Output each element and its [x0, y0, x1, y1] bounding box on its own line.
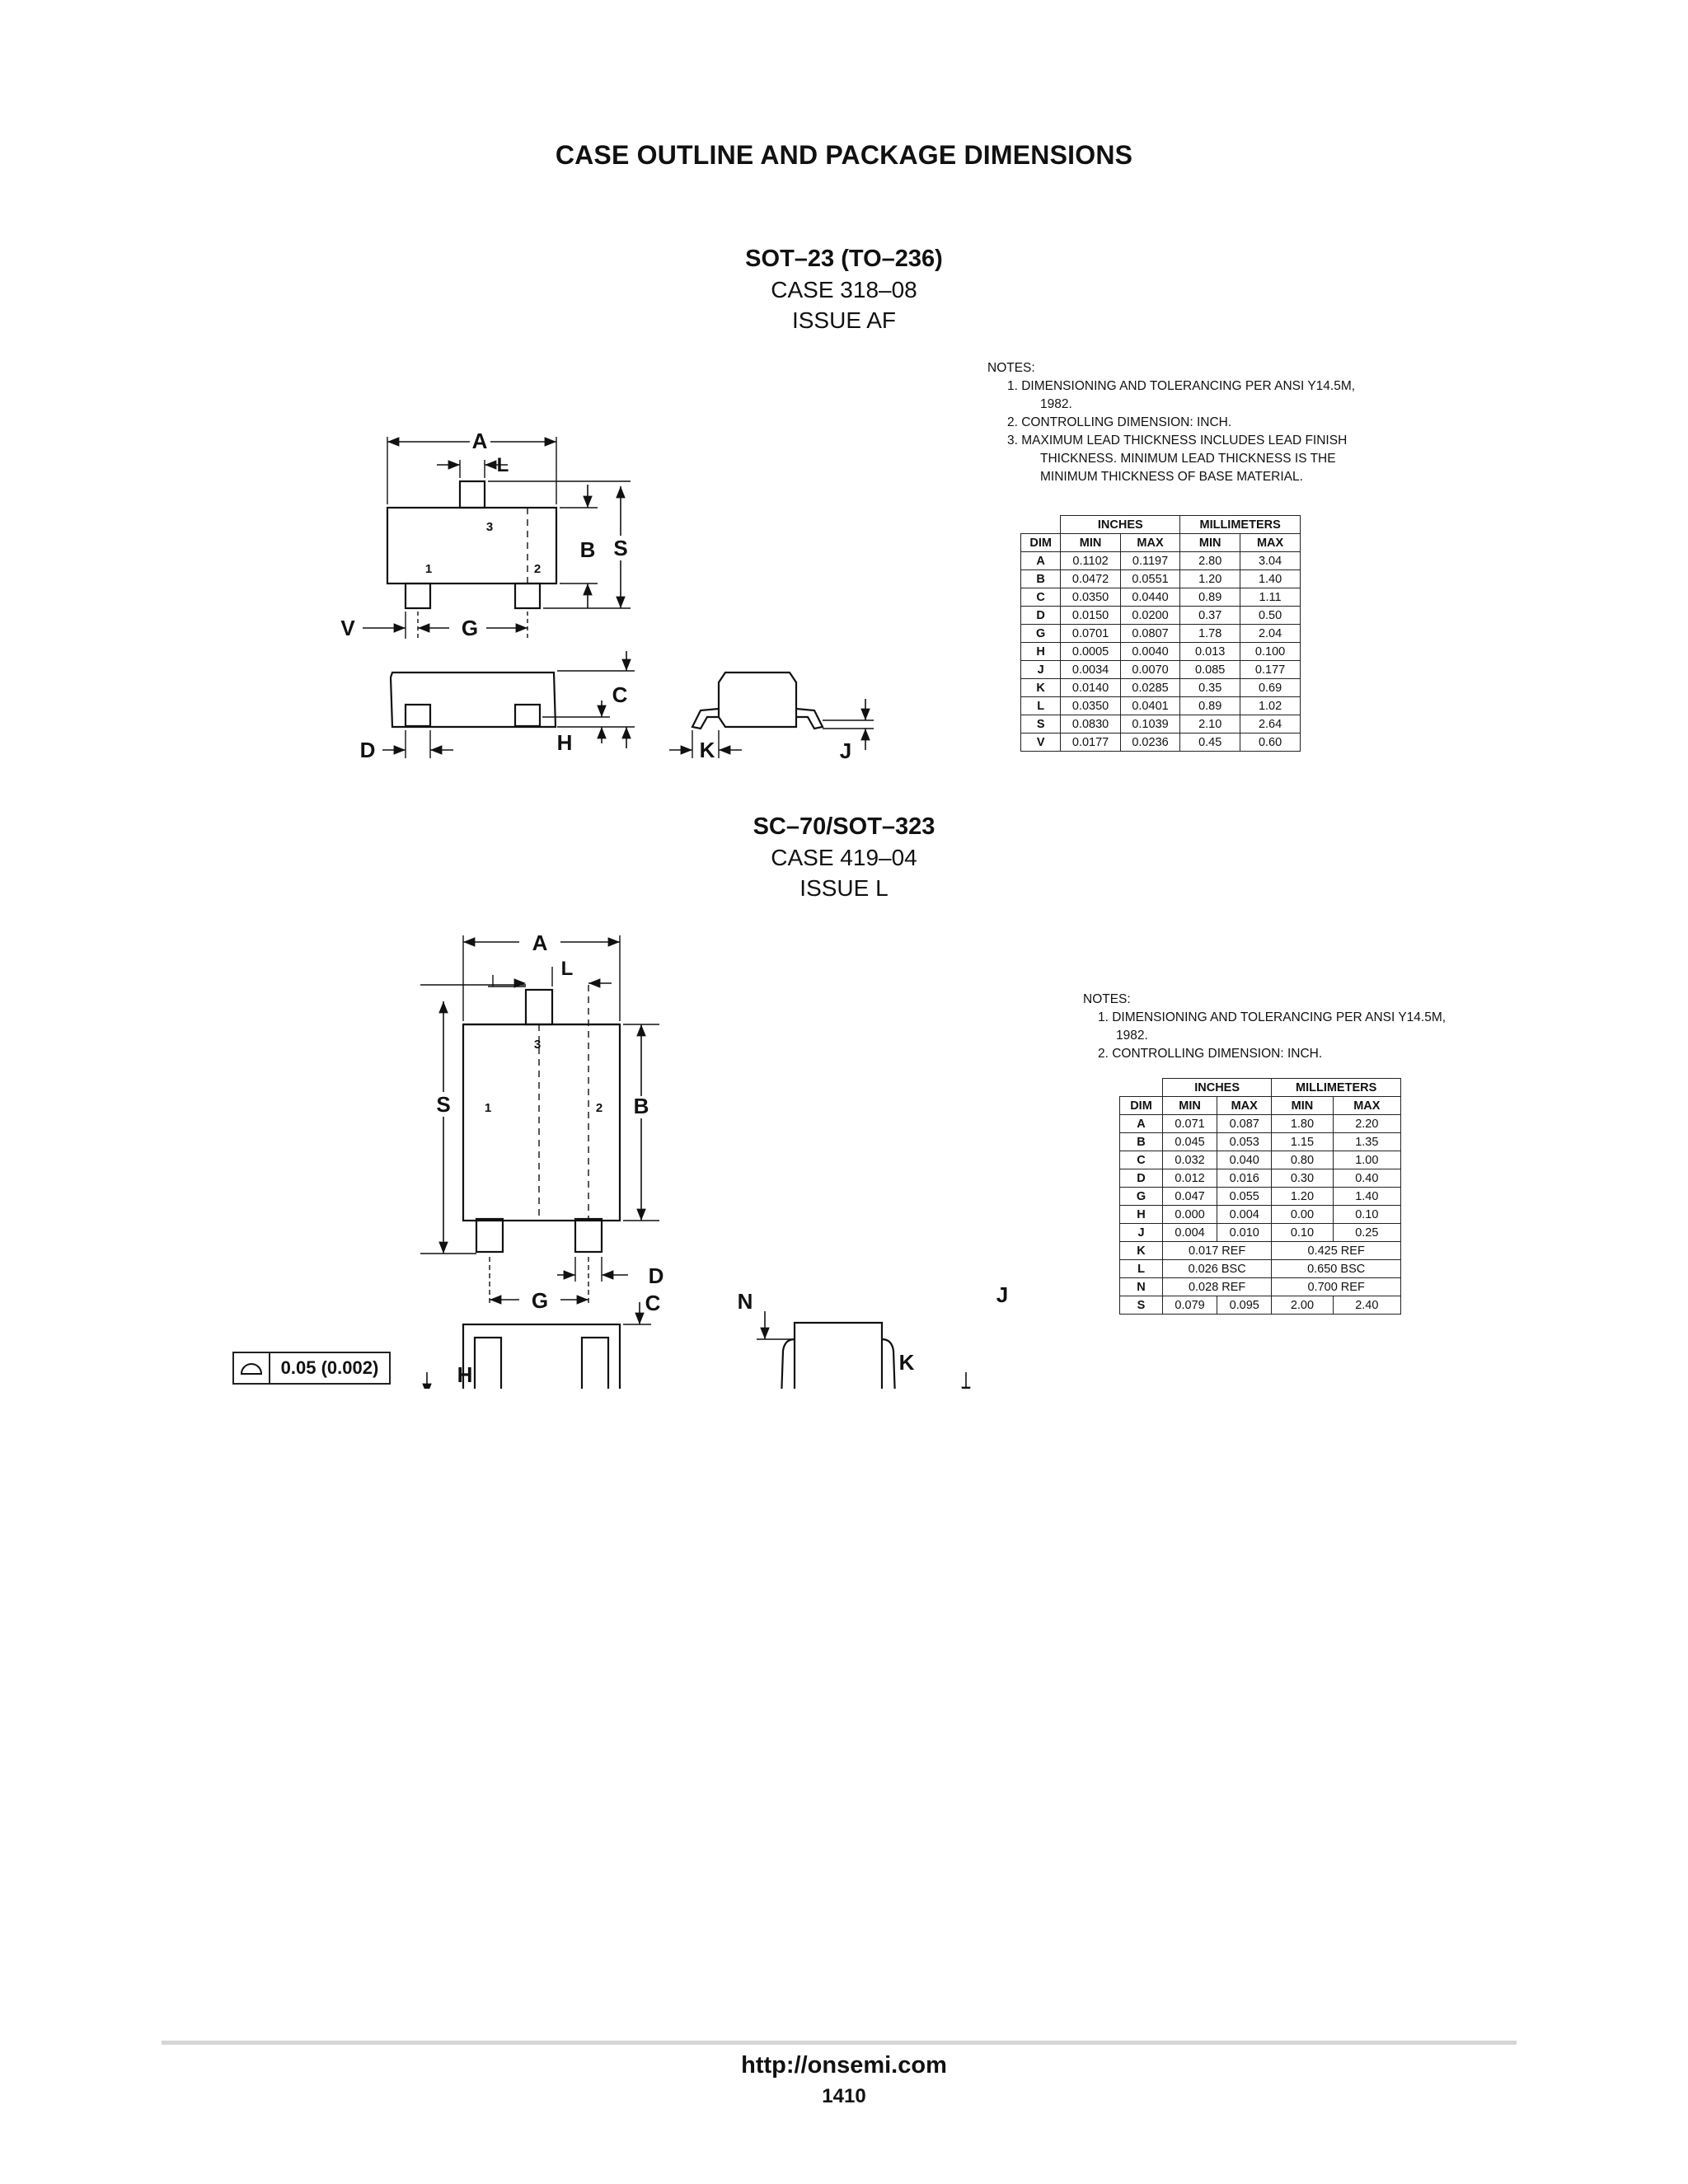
inches-header: INCHES	[1061, 516, 1180, 534]
dim-cell: C	[1120, 1151, 1163, 1169]
dim-cell: D	[1021, 607, 1061, 625]
dim-cell: C	[1021, 588, 1061, 607]
page-title: CASE OUTLINE AND PACKAGE DIMENSIONS	[555, 140, 1133, 170]
value-cell: 0.45	[1180, 733, 1240, 752]
dim-cell: D	[1120, 1169, 1163, 1188]
table-row	[1120, 1133, 1401, 1151]
value-cell: 0.095	[1217, 1296, 1272, 1315]
dim-label-b: B	[579, 537, 596, 562]
sot23-dimension-table	[1020, 515, 1301, 752]
value-cell: 0.017 REF	[1162, 1242, 1271, 1260]
dim-cell: G	[1120, 1188, 1163, 1206]
value-cell: 0.0285	[1120, 679, 1179, 697]
value-cell: 0.004	[1217, 1206, 1272, 1224]
table-row	[1021, 661, 1301, 679]
millimeters-header: MILLIMETERS	[1272, 1079, 1401, 1097]
value-cell: 0.016	[1217, 1169, 1272, 1188]
sot23-note-3: 3. MAXIMUM LEAD THICKNESS INCLUDES LEAD FINISH THICKNESS. MINIMUM LEAD THICKNESS IS THE MINIMUM THICKNESS OF BASE MATERIAL.	[1007, 434, 1348, 484]
sc70-note-2: 2. CONTROLLING DIMENSION: INCH.	[1098, 1047, 1323, 1061]
table-row	[1120, 1296, 1401, 1315]
dim-cell: S	[1021, 715, 1061, 733]
value-cell: 2.80	[1180, 552, 1240, 570]
value-cell: 0.0150	[1061, 607, 1120, 625]
dim-header: DIM	[1021, 534, 1061, 552]
sc70-notes	[1083, 991, 1479, 1063]
value-cell: 1.40	[1240, 570, 1301, 588]
dim-cell: L	[1120, 1260, 1163, 1278]
table-row	[1120, 1278, 1401, 1296]
dim-header: DIM	[1120, 1097, 1163, 1115]
value-cell: 1.00	[1333, 1151, 1400, 1169]
value-cell: 0.10	[1272, 1224, 1333, 1242]
inches-header: INCHES	[1162, 1079, 1271, 1097]
dim-cell: A	[1021, 552, 1061, 570]
pin-1-label: 1	[424, 562, 433, 576]
value-cell: 0.047	[1162, 1188, 1217, 1206]
sc70-dimension-table	[1119, 1078, 1401, 1315]
sot23-side-lead-2	[515, 705, 540, 726]
value-cell: 0.35	[1180, 679, 1240, 697]
value-cell: 1.02	[1240, 697, 1301, 715]
value-cell: 1.78	[1180, 625, 1240, 643]
dim-cell: J	[1021, 661, 1061, 679]
dim-cell: K	[1120, 1242, 1163, 1260]
dim-label-d: D	[359, 738, 376, 762]
value-cell: 2.20	[1333, 1115, 1400, 1133]
profile-of-surface-icon	[234, 1353, 270, 1383]
sot23-notes	[987, 359, 1358, 486]
table-row	[1021, 552, 1301, 570]
value-cell: 0.37	[1180, 607, 1240, 625]
value-cell: 0.0701	[1061, 625, 1120, 643]
value-cell: 0.004	[1162, 1224, 1217, 1242]
dim-label-b: B	[633, 1094, 649, 1118]
dim-cell: B	[1120, 1133, 1163, 1151]
dim-cell: K	[1021, 679, 1061, 697]
table-row	[1120, 1206, 1401, 1224]
min-header: MIN	[1180, 534, 1240, 552]
value-cell: 2.64	[1240, 715, 1301, 733]
dim-label-l: L	[496, 454, 509, 476]
table-row	[1021, 625, 1301, 643]
value-cell: 0.80	[1272, 1151, 1333, 1169]
value-cell: 0.100	[1240, 643, 1301, 661]
value-cell: 0.0005	[1061, 643, 1120, 661]
value-cell: 0.053	[1217, 1133, 1272, 1151]
dim-label-d: D	[648, 1263, 664, 1288]
value-cell: 0.079	[1162, 1296, 1217, 1315]
dim-label-c: C	[612, 682, 628, 707]
value-cell: 2.40	[1333, 1296, 1400, 1315]
flatness-tolerance-frame	[232, 1352, 391, 1385]
min-header: MIN	[1162, 1097, 1217, 1115]
value-cell: 0.012	[1162, 1169, 1217, 1188]
value-cell: 0.0472	[1061, 570, 1120, 588]
table-row	[1021, 570, 1301, 588]
value-cell: 1.40	[1333, 1188, 1400, 1206]
dim-label-j: J	[839, 738, 852, 763]
sot23-case: CASE 318–08	[771, 277, 917, 302]
sc70-note-1: 1. DIMENSIONING AND TOLERANCING PER ANSI Y14.5M, 1982.	[1098, 1010, 1447, 1043]
sot23-header	[0, 244, 1688, 335]
value-cell: 0.425 REF	[1272, 1242, 1401, 1260]
sc70-issue: ISSUE L	[799, 875, 889, 901]
value-cell: 0.000	[1162, 1206, 1217, 1224]
value-cell: 0.60	[1240, 733, 1301, 752]
value-cell: 0.1102	[1061, 552, 1120, 570]
dim-label-h: H	[457, 1362, 473, 1387]
value-cell: 0.040	[1217, 1151, 1272, 1169]
sot23-name: SOT–23 (TO–236)	[745, 246, 943, 272]
value-cell: 0.0401	[1120, 697, 1179, 715]
dim-label-c: C	[645, 1291, 661, 1315]
pin-3-label: 3	[533, 1038, 542, 1052]
value-cell: 1.20	[1272, 1188, 1333, 1206]
sot23-lead-1	[406, 583, 430, 608]
sc70-case: CASE 419–04	[771, 845, 917, 870]
value-cell: 0.0830	[1061, 715, 1120, 733]
dim-label-a: A	[471, 429, 488, 453]
value-cell: 2.04	[1240, 625, 1301, 643]
sot23-issue: ISSUE AF	[791, 307, 897, 333]
max-header: MAX	[1240, 534, 1301, 552]
value-cell: 0.026 BSC	[1162, 1260, 1271, 1278]
value-cell: 0.40	[1333, 1169, 1400, 1188]
value-cell: 0.0070	[1120, 661, 1179, 679]
value-cell: 3.04	[1240, 552, 1301, 570]
value-cell: 0.045	[1162, 1133, 1217, 1151]
value-cell: 0.0807	[1120, 625, 1179, 643]
dim-cell: B	[1021, 570, 1061, 588]
sot23-body-end	[719, 673, 796, 727]
value-cell: 0.00	[1272, 1206, 1333, 1224]
sot23-side-lead-1	[406, 705, 430, 726]
value-cell: 0.0040	[1120, 643, 1179, 661]
value-cell: 0.0034	[1061, 661, 1120, 679]
table-row	[1120, 1242, 1401, 1260]
sot23-body-top	[387, 508, 556, 583]
table-row	[1021, 733, 1301, 752]
table-row	[1021, 607, 1301, 625]
value-cell: 1.20	[1180, 570, 1240, 588]
max-header: MAX	[1217, 1097, 1272, 1115]
table-row	[1120, 1169, 1401, 1188]
value-cell: 0.087	[1217, 1115, 1272, 1133]
sot23-note-1: 1. DIMENSIONING AND TOLERANCING PER ANSI Y14.5M, 1982.	[1007, 379, 1356, 411]
dim-label-g: G	[531, 1288, 549, 1313]
sot23-note-2: 2. CONTROLLING DIMENSION: INCH.	[1007, 415, 1232, 429]
sc70-name: SC–70/SOT–323	[753, 813, 935, 840]
value-cell: 0.028 REF	[1162, 1278, 1271, 1296]
dim-cell: H	[1120, 1206, 1163, 1224]
dim-label-k: K	[699, 738, 715, 762]
dim-cell: S	[1120, 1296, 1163, 1315]
footer-url-link[interactable]: http://onsemi.com	[741, 2052, 947, 2079]
sc70-notes-heading: NOTES:	[1083, 992, 1131, 1006]
value-cell: 0.25	[1333, 1224, 1400, 1242]
value-cell: 1.15	[1272, 1133, 1333, 1151]
dim-cell: L	[1021, 697, 1061, 715]
dim-label-k: K	[898, 1350, 915, 1375]
dim-label-g: G	[461, 616, 479, 640]
value-cell: 0.1197	[1120, 552, 1179, 570]
dim-label-h: H	[556, 730, 573, 755]
value-cell: 0.89	[1180, 697, 1240, 715]
value-cell: 0.50	[1240, 607, 1301, 625]
value-cell: 0.89	[1180, 588, 1240, 607]
table-row	[1120, 1188, 1401, 1206]
dim-label-a: A	[532, 930, 548, 955]
table-row	[1021, 679, 1301, 697]
value-cell: 0.650 BSC	[1272, 1260, 1401, 1278]
value-cell: 0.010	[1217, 1224, 1272, 1242]
value-cell: 0.30	[1272, 1169, 1333, 1188]
value-cell: 1.35	[1333, 1133, 1400, 1151]
table-row	[1021, 588, 1301, 607]
max-header: MAX	[1333, 1097, 1400, 1115]
millimeters-header: MILLIMETERS	[1180, 516, 1301, 534]
dim-cell: N	[1120, 1278, 1163, 1296]
sot23-notes-heading: NOTES:	[987, 361, 1035, 375]
value-cell: 0.0140	[1061, 679, 1120, 697]
value-cell: 0.071	[1162, 1115, 1217, 1133]
value-cell: 0.1039	[1120, 715, 1179, 733]
dim-label-s: S	[436, 1092, 451, 1117]
value-cell: 0.013	[1180, 643, 1240, 661]
flatness-tolerance-value: 0.05 (0.002)	[280, 1357, 379, 1378]
value-cell: 0.0350	[1061, 588, 1120, 607]
dim-cell: A	[1120, 1115, 1163, 1133]
max-header: MAX	[1120, 534, 1179, 552]
pin-2-label: 2	[533, 562, 542, 576]
page-number: 1410	[822, 2085, 866, 2107]
value-cell: 0.0177	[1061, 733, 1120, 752]
value-cell: 0.0551	[1120, 570, 1179, 588]
dim-label-v: V	[340, 616, 355, 640]
dim-cell: H	[1021, 643, 1061, 661]
value-cell: 0.085	[1180, 661, 1240, 679]
footer-divider	[162, 2041, 1517, 2045]
value-cell: 0.0440	[1120, 588, 1179, 607]
value-cell: 0.0236	[1120, 733, 1179, 752]
sot23-lead-3	[460, 481, 485, 508]
value-cell: 1.80	[1272, 1115, 1333, 1133]
sc70-header	[0, 812, 1688, 903]
value-cell: 0.700 REF	[1272, 1278, 1401, 1296]
value-cell: 0.055	[1217, 1188, 1272, 1206]
sot23-body-side	[391, 673, 556, 727]
table-row	[1120, 1151, 1401, 1169]
value-cell: 0.032	[1162, 1151, 1217, 1169]
dim-label-n: N	[737, 1289, 753, 1314]
table-row	[1021, 643, 1301, 661]
sc70-lower-labels	[412, 1220, 1039, 1401]
value-cell: 2.00	[1272, 1296, 1333, 1315]
sot23-lead-2	[515, 583, 540, 608]
table-row	[1120, 1115, 1401, 1133]
dim-label-j: J	[996, 1282, 1009, 1307]
min-header: MIN	[1272, 1097, 1333, 1115]
value-cell: 0.177	[1240, 661, 1301, 679]
value-cell: 1.11	[1240, 588, 1301, 607]
pin-3-label: 3	[485, 520, 494, 534]
value-cell: 2.10	[1180, 715, 1240, 733]
pin-2-label: 2	[595, 1101, 603, 1115]
table-row	[1120, 1224, 1401, 1242]
dim-label-s: S	[613, 536, 628, 560]
sot23-outline-drawing	[330, 420, 923, 791]
pin-1-label: 1	[484, 1101, 492, 1115]
value-cell: 0.0350	[1061, 697, 1120, 715]
dim-cell: V	[1021, 733, 1061, 752]
value-cell: 0.69	[1240, 679, 1301, 697]
dim-cell: G	[1021, 625, 1061, 643]
value-cell: 0.0200	[1120, 607, 1179, 625]
table-row	[1120, 1260, 1401, 1278]
value-cell: 0.10	[1333, 1206, 1400, 1224]
table-row	[1021, 715, 1301, 733]
dim-label-l: L	[560, 958, 574, 980]
table-row	[1021, 697, 1301, 715]
min-header: MIN	[1061, 534, 1120, 552]
dim-cell: J	[1120, 1224, 1163, 1242]
